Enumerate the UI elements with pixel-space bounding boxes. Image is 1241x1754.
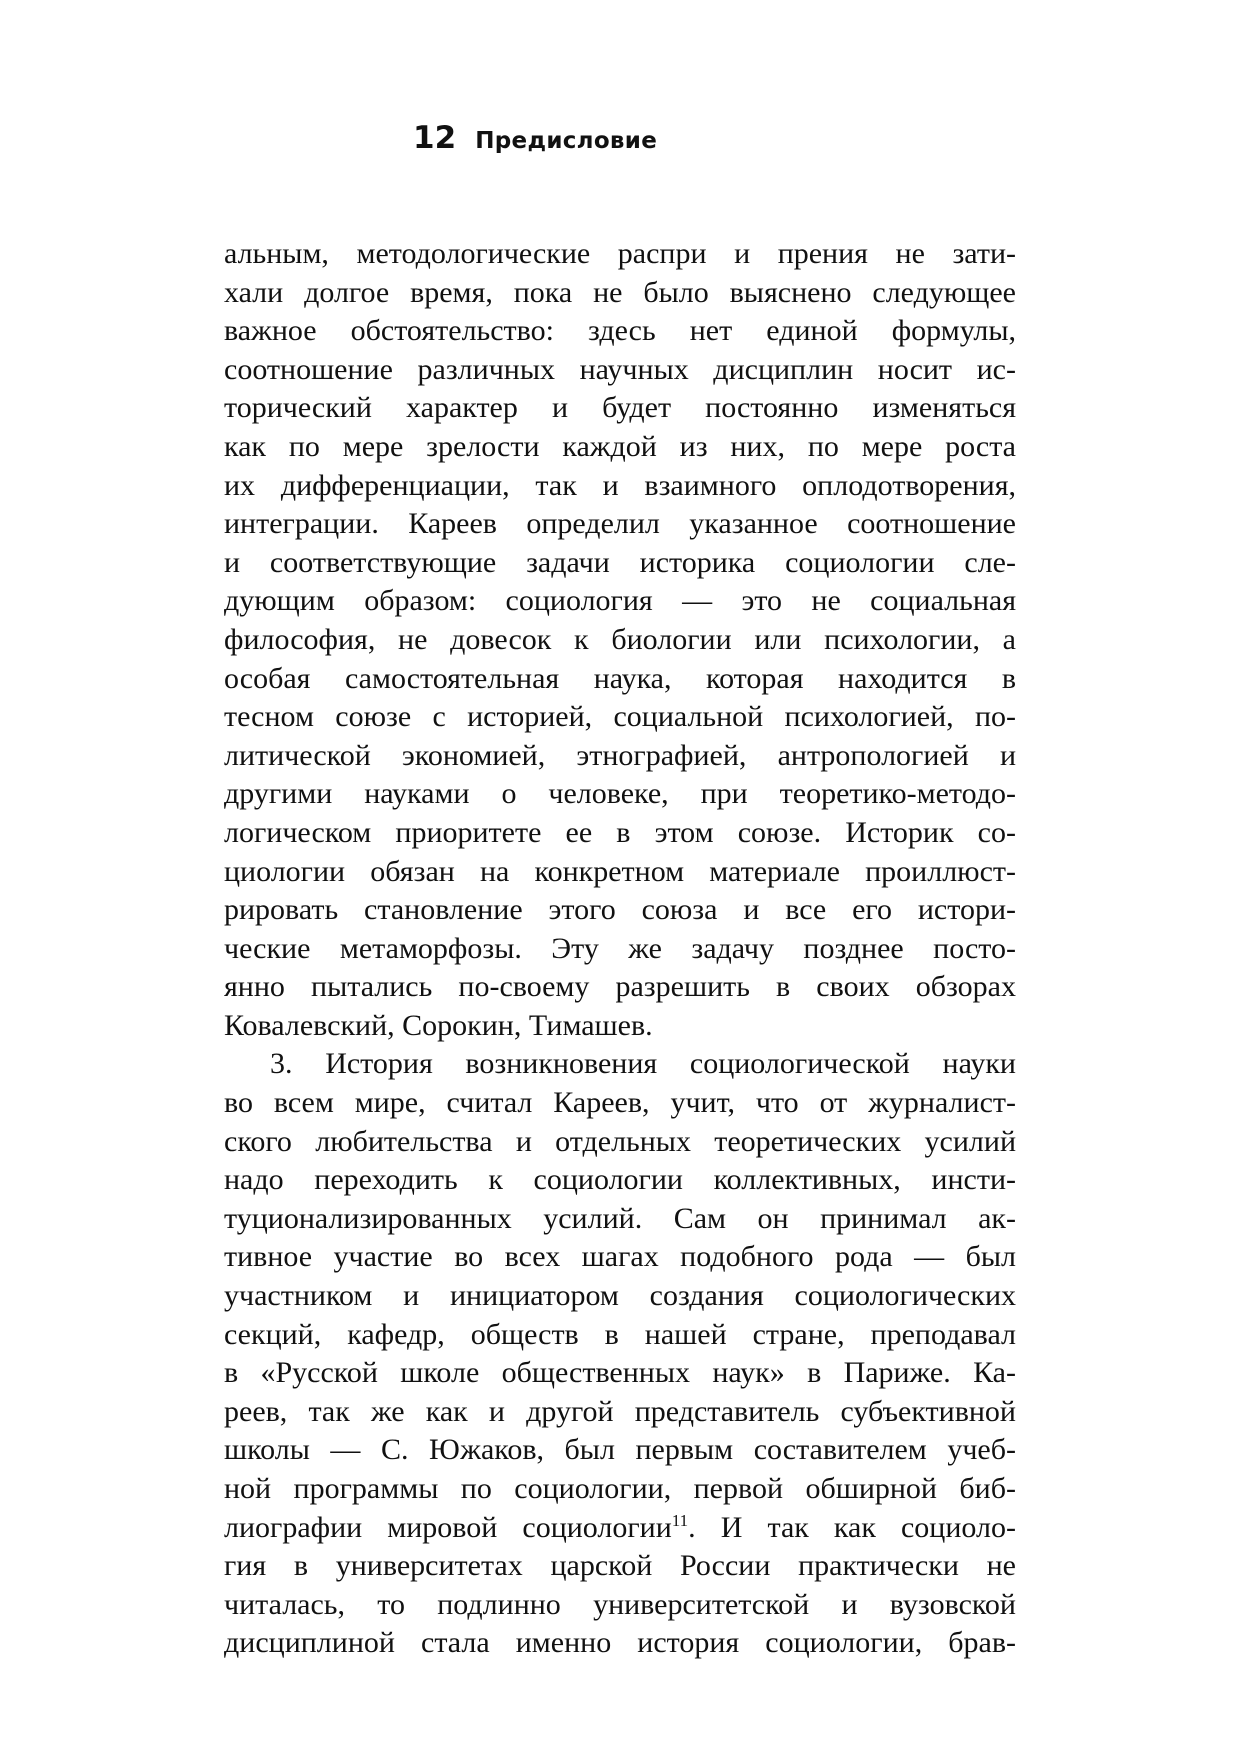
text-line-with-footnote — [224, 1509, 1016, 1548]
text-line: интеграции. Кареев определил указанное соотношение — [224, 507, 1016, 541]
text-line: надо переходить к социологии коллективных, инсти- — [224, 1163, 1016, 1197]
text-line: и соответствующие задачи историка социологии сле- — [224, 545, 1016, 579]
text-line: дисциплиной стала именно история социологии, брав- — [224, 1626, 1016, 1660]
text-line: альным, методологические распри и прения не зати- — [224, 237, 1016, 270]
text-line: их дифференциации, так и взаимного оплодотворения, — [224, 468, 1016, 502]
text-line: литической экономией, этнографией, антропологией и — [224, 738, 1016, 772]
text-line: философия, не довесок к биологии или психологии, а — [224, 622, 1016, 656]
text-line: гия в университетах царской России практически не — [224, 1549, 1016, 1583]
running-header — [413, 120, 657, 156]
text-line: важное обстоятельство: здесь нет единой формулы, — [224, 314, 1016, 348]
text-line: рировать становление этого союза и все его истори- — [224, 893, 1016, 927]
footnote-marker: 11 — [671, 1510, 689, 1530]
text-line: циологии обязан на конкретном материале проиллюст- — [224, 854, 1016, 888]
text-line: как по мере зрелости каждой из них, по мере роста — [224, 429, 1016, 463]
text-line: 3. История возникновения социологической науки — [270, 1047, 1016, 1081]
text-line: ческие метаморфозы. Эту же задачу позднее посто- — [224, 931, 1016, 965]
body-text — [224, 235, 1016, 1663]
text-line: торический характер и будет постоянно изменяться — [224, 391, 1016, 425]
text-line: янно пытались по-своему разрешить в своих обзорах — [224, 970, 1016, 1004]
text-line: соотношение различных научных дисциплин носит ис- — [224, 352, 1016, 386]
running-title: Предисловие — [475, 128, 658, 154]
text-line: хали долгое время, пока не было выяснено следующее — [224, 275, 1016, 309]
text-line: во всем мире, считал Кареев, учит, что от журналист- — [224, 1086, 1016, 1120]
text-line: тесном союзе с историей, социальной психологией, по- — [224, 700, 1016, 734]
text-line: особая самостоятельная наука, которая находится в — [224, 661, 1016, 695]
text-line: участником и инициатором создания социологических — [224, 1279, 1016, 1313]
text-line: секций, кафедр, обществ в нашей стране, преподавал — [224, 1317, 1016, 1351]
text-line: школы — С. Южаков, был первым составителем учеб- — [224, 1433, 1016, 1467]
text-line: читалась, то подлинно университетской и вузовской — [224, 1587, 1016, 1621]
page-number: 12 — [413, 120, 457, 156]
text-line: дующим образом: социология — это не социальная — [224, 584, 1016, 618]
text-line: тивное участие во всех шагах подобного рода — был — [224, 1240, 1016, 1274]
line-text-continued: . И так как социоло- — [688, 1510, 1016, 1544]
text-line: ной программы по социологии, первой обширной биб- — [224, 1472, 1016, 1505]
text-line: логическом приоритете ее в этом союзе. Историк со- — [224, 815, 1016, 849]
text-line: ского любительства и отдельных теоретических усилий — [224, 1124, 1016, 1158]
text-line: реев, так же как и другой представитель субъективной — [224, 1394, 1016, 1428]
text-line: туционализированных усилий. Сам он принимал ак- — [224, 1201, 1016, 1235]
text-line: Ковалевский, Сорокин, Тимашев. — [224, 1008, 653, 1042]
line-text: лиографии мировой социологии — [224, 1510, 672, 1544]
text-line: другими науками о человеке, при теоретико-методо- — [224, 777, 1016, 811]
text-line: в «Русской школе общественных наук» в Париже. Ка- — [224, 1356, 1016, 1390]
